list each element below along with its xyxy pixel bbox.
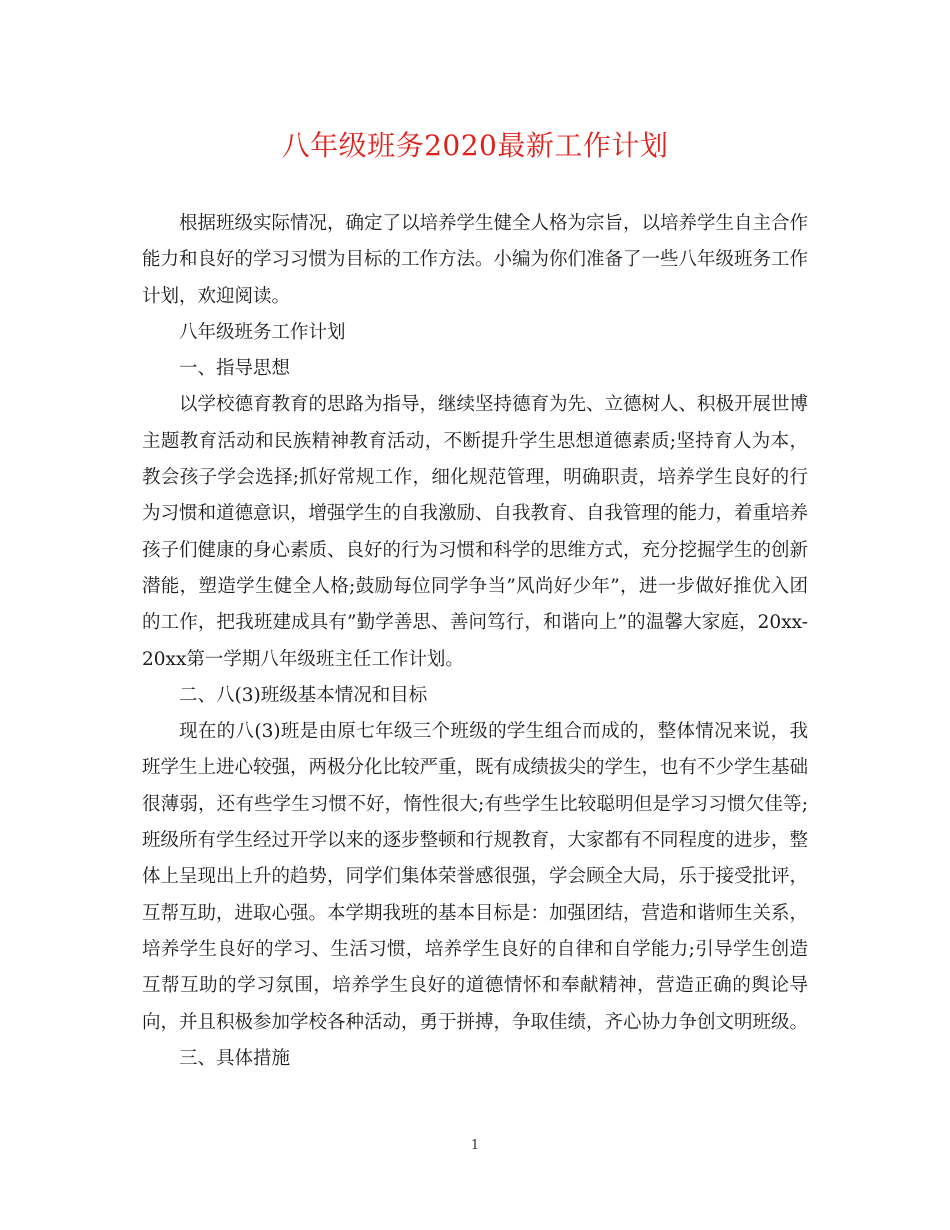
document-title: 八年级班务2020最新工作计划 bbox=[281, 129, 669, 162]
subtitle-heading: 八年级班务工作计划 bbox=[179, 321, 346, 343]
section-2-heading: 二、八(3)班级基本情况和目标 bbox=[179, 684, 428, 706]
section-3-heading: 三、具体措施 bbox=[179, 1047, 291, 1069]
page-number: 1 bbox=[470, 1138, 480, 1153]
section-2-paragraph: 现在的八(3)班是由原七年级三个班级的学生组合而成的，整体情况来说，我班学生上进心较强，两极分化比较严重，既有成绩拔尖的学生，也有不少学生基础很薄弱，还有些学生习惯不好，惰性很大;有些学生比较聪明但是学习习惯欠佳等;班级所有学生经过开学以来的逐步整顿和行规教育，大家都有不同程度的进步，整体上呈现出上升的趋势，同学们集体荣誉感很强，学会顾全大局，乐于接受批评，互帮互助，进取心强。本学期我班的基本目标是：加强团结，营造和谐师生关系，培养学生良好的学习、生活习惯，培养学生良好的自律和自学能力;引导学生创造互帮互助的学习氛围，培养学生良好的道德情怀和奉献精神，营造正确的舆论导向，并且积极参加学校各种活动，勇于拼搏，争取佳绩，齐心协力争创文明班级。 bbox=[142, 721, 809, 1033]
section-1-paragraph: 以学校德育教育的思路为指导，继续坚持德育为先、立德树人、积极开展世博主题教育活动和民族精神教育活动，不断提升学生思想道德素质;坚持育人为本，教会孩子学会选择;抓好常规工作，细化规范管理，明确职责，培养学生良好的行为习惯和道德意识，增强学生的自我激励、自我教育、自我管理的能力，着重培养孩子们健康的身心素质、良好的行为习惯和科学的思维方式，充分挖掘学生的创新潜能，塑造学生健全人格;鼓励每位同学争当”风尚好少年”，进一步做好推优入团的工作，把我班建成具有”勤学善思、善问笃行，和谐向上”的温馨大家庭，20xx-20xx第一学期八年级班主任工作计划。 bbox=[142, 394, 809, 670]
document-body bbox=[142, 206, 808, 1077]
intro-paragraph: 根据班级实际情况，确定了以培养学生健全人格为宗旨，以培养学生自主合作能力和良好的学习习惯为目标的工作方法。小编为你们准备了一些八年级班务工作计划，欢迎阅读。 bbox=[142, 213, 809, 307]
section-1-heading: 一、指导思想 bbox=[179, 358, 291, 380]
